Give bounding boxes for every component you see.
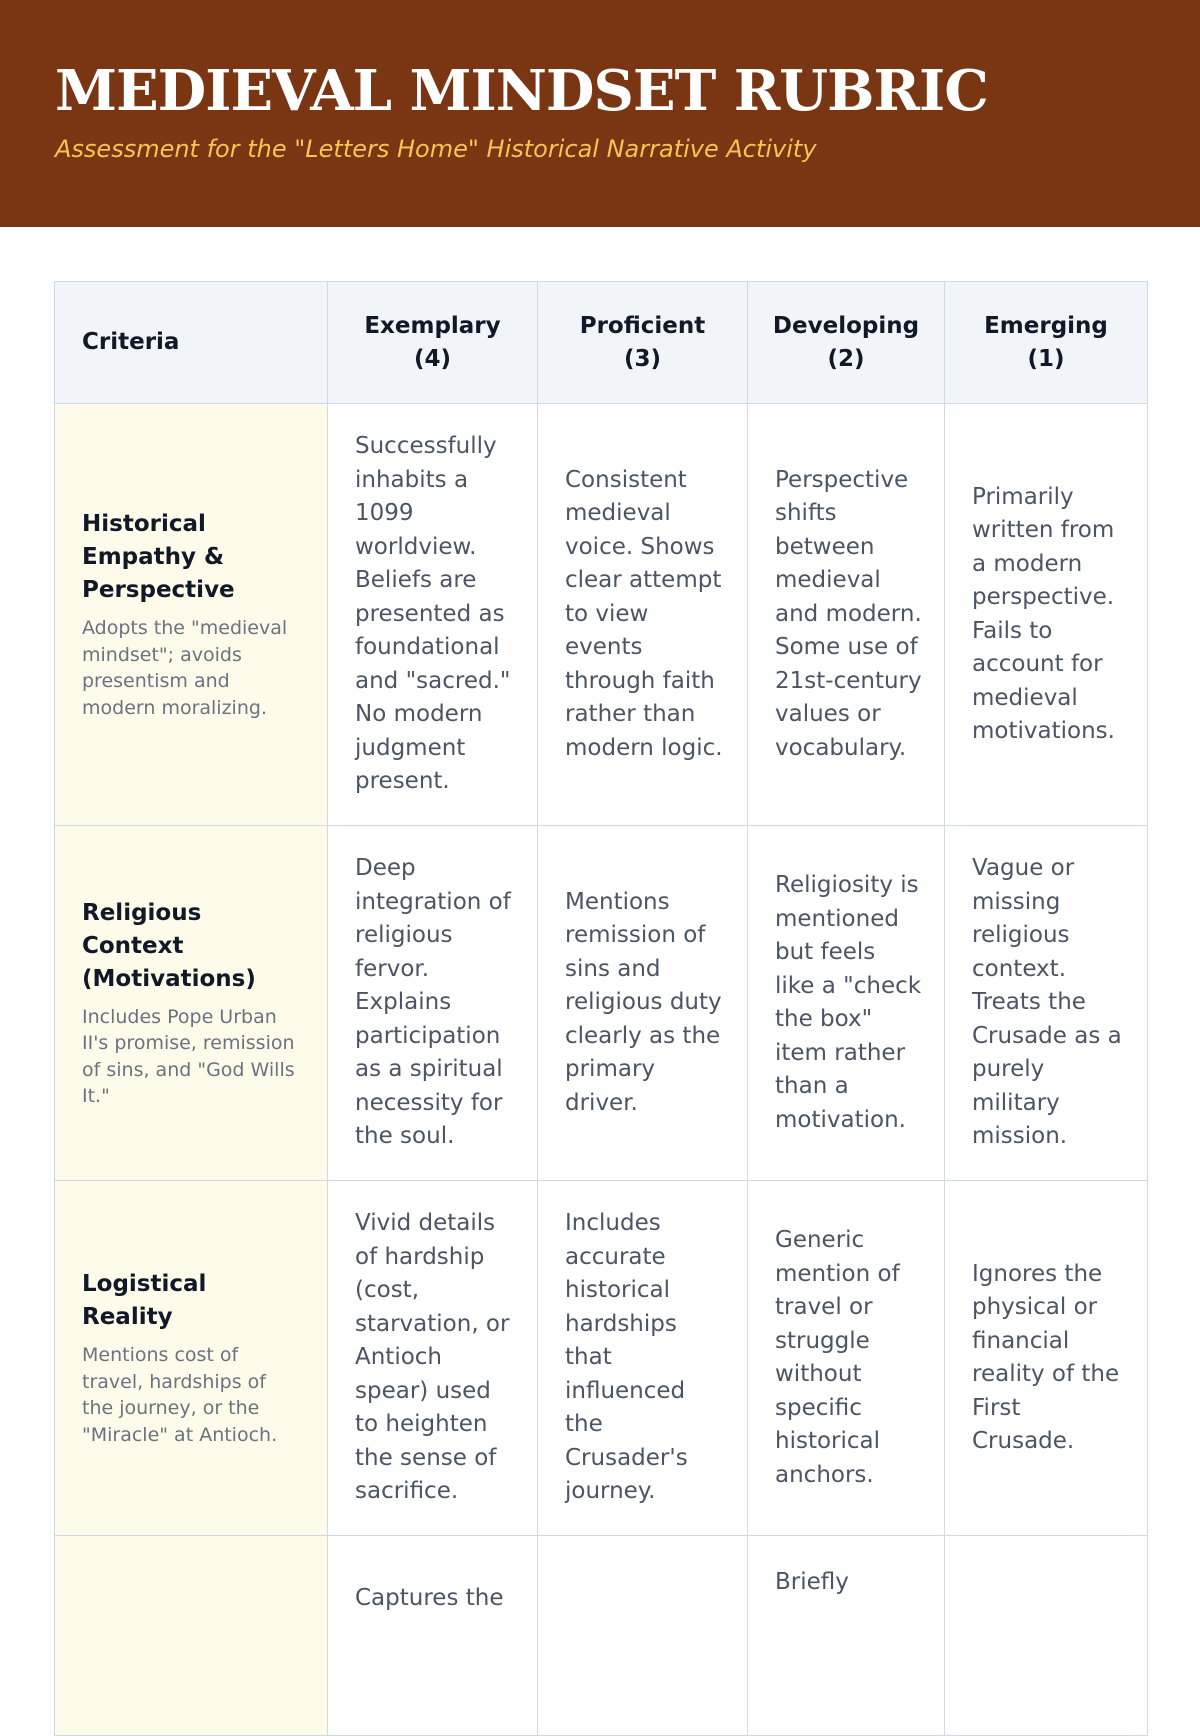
column-header-exemplary: Exemplary (4) (328, 282, 538, 404)
proficient-cell: Mentions remission of sins and religious duty clearly as the primary driver. (538, 826, 748, 1181)
exemplary-cell: Successfully inhabits a 1099 worldview. Beliefs are presented as foundational and "sacred." No modern judgment present. (328, 404, 538, 826)
column-header-developing: Developing (2) (748, 282, 945, 404)
developing-cell: Perspective shifts between medieval and modern. Some use of 21st-century values or vocabulary. (748, 404, 945, 826)
developing-cell: Religiosity is mentioned but feels like a "check the box" item rather than a motivation. (748, 826, 945, 1181)
developing-cell (748, 1536, 945, 1736)
proficient-cell (538, 1536, 748, 1736)
criteria-cell (55, 1536, 328, 1736)
exemplary-text: Captures the (355, 1585, 504, 1611)
emerging-cell: Ignores the physical or financial reality of the First Crusade. (945, 1181, 1148, 1536)
criteria-cell (55, 1181, 328, 1536)
developing-text: Briefly (775, 1569, 849, 1595)
criteria-name: Historical Empathy & Perspective (82, 511, 235, 603)
column-header-emerging: Emerging (1) (945, 282, 1148, 404)
column-header-proficient: Proficient (3) (538, 282, 748, 404)
emerging-cell: Vague or missing religious context. Treats the Crusade as a purely military mission. (945, 826, 1148, 1181)
table-row (55, 1536, 1148, 1736)
table-row (55, 826, 1148, 1181)
criteria-cell (55, 404, 328, 826)
page-header (0, 0, 1200, 227)
developing-cell: Generic mention of travel or struggle without specific historical anchors. (748, 1181, 945, 1536)
proficient-cell: Consistent medieval voice. Shows clear attempt to view events through faith rather than modern logic. (538, 404, 748, 826)
table-row (55, 1181, 1148, 1536)
exemplary-cell (328, 1536, 538, 1736)
emerging-cell (945, 1536, 1148, 1736)
exemplary-cell: Vivid details of hardship (cost, starvation, or Antioch spear) used to heighten the sense of sacrifice. (328, 1181, 538, 1536)
rubric-table (54, 281, 1148, 1736)
criteria-description: Mentions cost of travel, hardships of the journey, or the "Miracle" at Antioch. (82, 1344, 278, 1446)
criteria-name: Religious Context (Motivations) (82, 899, 256, 992)
exemplary-cell: Deep integration of religious fervor. Explains participation as a spiritual necessity for the soul. (328, 826, 538, 1181)
page-subtitle: Assessment for the "Letters Home" Historical Narrative Activity (55, 135, 817, 163)
criteria-description: Adopts the "medieval mindset"; avoids presentism and modern moralizing. (82, 617, 288, 719)
rubric-table-container (54, 281, 1147, 1736)
proficient-cell: Includes accurate historical hardships that influenced the Crusader's journey. (538, 1181, 748, 1536)
column-header-criteria: Criteria (55, 282, 328, 404)
criteria-cell (55, 826, 328, 1181)
criteria-name: Logistical Reality (82, 1271, 207, 1330)
criteria-description: Includes Pope Urban II's promise, remission of sins, and "God Wills It." (82, 1005, 295, 1107)
emerging-cell: Primarily written from a modern perspective. Fails to account for medieval motivations. (945, 404, 1148, 826)
page-title: MEDIEVAL MINDSET RUBRIC (55, 58, 988, 124)
table-header-row (55, 282, 1148, 404)
table-row (55, 404, 1148, 826)
